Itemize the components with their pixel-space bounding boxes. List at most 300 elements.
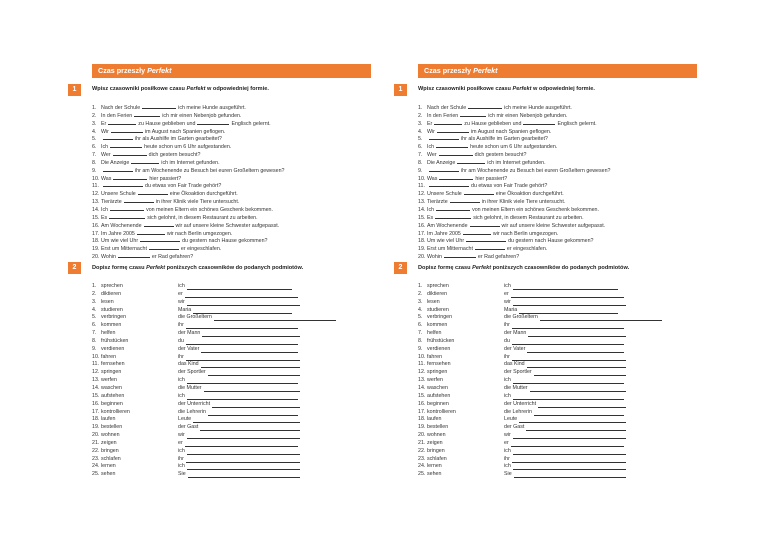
- subject: er: [178, 290, 183, 297]
- answer-blank[interactable]: [523, 119, 555, 125]
- answer-line[interactable]: [208, 415, 298, 416]
- exercise-number-badge: 2: [394, 262, 407, 274]
- subject: das Kind: [504, 361, 525, 368]
- answer-line[interactable]: [512, 360, 626, 361]
- instruction-text: w odpowiedniej formie.: [531, 86, 595, 92]
- verb-infinitive: diktieren: [427, 290, 448, 297]
- item-text: wir auf unsere kleine Schwester aufgepasst.: [501, 222, 606, 229]
- answer-blank[interactable]: [463, 229, 491, 235]
- item-number: 12.: [418, 369, 426, 376]
- exercise-instruction: [92, 265, 303, 271]
- item-number: 22.: [92, 447, 100, 454]
- subject: ihr: [504, 353, 510, 360]
- subject: du: [178, 337, 184, 344]
- subject: ich: [178, 283, 185, 289]
- item-text: zu Hause geblieben und: [138, 120, 196, 127]
- subject: das Kind: [178, 361, 199, 368]
- item-number: 18.: [92, 416, 100, 423]
- answer-line[interactable]: [185, 297, 298, 298]
- answer-line[interactable]: [186, 344, 298, 345]
- exercise-1-item: [418, 252, 610, 260]
- answer-line[interactable]: [534, 375, 626, 376]
- instruction-tense: Perfekt: [512, 86, 532, 92]
- item-text: dich gestern besucht?: [148, 152, 201, 159]
- item-number: 12.: [418, 191, 426, 198]
- exercise-1-item: [418, 236, 610, 244]
- item-number: 6.: [418, 322, 423, 329]
- answer-line[interactable]: [186, 360, 300, 361]
- item-text: Wohin: [427, 254, 442, 261]
- item-number: 4.: [418, 128, 423, 135]
- verb-infinitive: springen: [427, 369, 448, 376]
- verb-infinitive: fahren: [101, 353, 117, 360]
- answer-line[interactable]: [201, 352, 298, 353]
- item-text: Wir: [101, 128, 109, 135]
- worksheet-right: [398, 64, 697, 478]
- item-number: 15.: [418, 392, 426, 399]
- answer-line[interactable]: [202, 336, 300, 337]
- subject: ich: [504, 392, 511, 399]
- subject: ich: [504, 377, 511, 384]
- answer-line[interactable]: [514, 477, 626, 478]
- exercise-1-item: [92, 111, 284, 119]
- subject: ich: [178, 377, 185, 384]
- exercise-number-badge: 2: [68, 262, 81, 274]
- subject: der Vater: [178, 345, 200, 352]
- answer-line[interactable]: [204, 391, 300, 392]
- exercise-1-item: [92, 236, 284, 244]
- verb-infinitive: werfen: [101, 377, 117, 384]
- item-text: Was: [427, 175, 438, 182]
- exercise-1-item: [418, 174, 610, 182]
- item-text: du etwas von Fair Trade gehört?: [471, 183, 548, 190]
- subject: Maria: [178, 306, 192, 313]
- answer-line[interactable]: [534, 415, 624, 416]
- item-text: eine Ökoaktion durchgeführt.: [495, 191, 564, 198]
- verb-infinitive: helfen: [427, 330, 442, 337]
- answer-blank[interactable]: [436, 205, 470, 211]
- verb-infinitive: sprechen: [101, 283, 123, 289]
- verb-infinitive: zeigen: [101, 439, 117, 446]
- exercise-1-item: [418, 229, 610, 237]
- item-number: 17.: [92, 230, 100, 237]
- subject: Sie: [178, 471, 186, 478]
- answer-blank[interactable]: [134, 111, 160, 117]
- item-text: du gestern nach Hause gekommen?: [182, 238, 268, 245]
- answer-blank[interactable]: [108, 119, 136, 125]
- answer-blank[interactable]: [444, 252, 476, 258]
- answer-blank[interactable]: [464, 189, 494, 195]
- answer-blank[interactable]: [111, 127, 143, 133]
- answer-blank[interactable]: [439, 174, 473, 180]
- item-number: 2.: [418, 112, 423, 119]
- item-text: ich mir einen Nebenjob gefunden.: [162, 112, 242, 119]
- answer-line[interactable]: [512, 328, 624, 329]
- item-number: 14.: [418, 206, 426, 213]
- answer-line[interactable]: [512, 344, 624, 345]
- verb-infinitive: diktieren: [101, 290, 122, 297]
- answer-line[interactable]: [513, 305, 626, 306]
- item-text: ich meine Hunde ausgeführt.: [504, 105, 572, 111]
- item-text: Ich: [427, 206, 435, 213]
- item-number: 9.: [418, 345, 423, 352]
- verb-infinitive: fernsehen: [101, 361, 125, 368]
- answer-blank[interactable]: [468, 103, 502, 109]
- item-text: Er: [427, 120, 433, 127]
- verb-infinitive: schlafen: [427, 455, 447, 462]
- worksheet-left: [72, 64, 371, 478]
- item-number: 4.: [92, 128, 97, 135]
- answer-line[interactable]: [513, 399, 624, 400]
- verb-infinitive: studieren: [427, 306, 449, 313]
- answer-blank[interactable]: [142, 103, 176, 109]
- item-text: wir nach Berlin umgezogen.: [166, 230, 233, 237]
- subject: ich: [504, 447, 511, 454]
- answer-line[interactable]: [186, 462, 300, 463]
- answer-line[interactable]: [187, 399, 298, 400]
- verb-infinitive: lernen: [427, 463, 442, 470]
- verb-infinitive: kontrollieren: [427, 408, 456, 415]
- item-number: 19.: [92, 246, 100, 253]
- title-tense: Perfekt: [473, 66, 498, 75]
- answer-blank[interactable]: [475, 244, 505, 250]
- answer-line[interactable]: [540, 320, 662, 321]
- item-text: in ihrer Klinik viele Tiere untersucht.: [155, 199, 240, 206]
- exercise-1-item: [418, 213, 610, 221]
- subject: du: [504, 337, 510, 344]
- item-text: dich gestern besucht?: [474, 152, 527, 159]
- answer-line[interactable]: [214, 320, 336, 321]
- answer-line[interactable]: [512, 462, 626, 463]
- item-number: 11.: [92, 361, 99, 368]
- answer-blank[interactable]: [109, 213, 145, 219]
- answer-line[interactable]: [212, 407, 300, 408]
- item-number: 18.: [418, 416, 426, 423]
- item-text: eine Ökoaktion durchgeführt.: [169, 191, 238, 198]
- answer-line[interactable]: [193, 313, 292, 314]
- item-text: du etwas von Fair Trade gehört?: [145, 183, 222, 190]
- instruction-text: Wpisz czasowniki posiłkowe czasu: [92, 86, 187, 92]
- answer-line[interactable]: [513, 469, 626, 470]
- item-number: 3.: [418, 120, 423, 127]
- item-number: 7.: [418, 330, 423, 337]
- answer-line[interactable]: [185, 446, 298, 447]
- answer-blank[interactable]: [439, 150, 473, 156]
- item-number: 7.: [418, 152, 423, 159]
- item-text: Nach der Schule: [101, 105, 141, 111]
- verb-infinitive: kommen: [101, 322, 122, 329]
- answer-blank[interactable]: [434, 119, 462, 125]
- exercise-1-item: [92, 197, 284, 205]
- verb-infinitive: verbringen: [101, 314, 127, 321]
- item-text: Erst um Mitternacht: [427, 246, 473, 253]
- verb-infinitive: aufstehen: [427, 392, 451, 399]
- answer-line[interactable]: [186, 328, 298, 329]
- exercise-1-item: [418, 221, 610, 229]
- exercise-1-item: [418, 181, 610, 189]
- item-text: hier passiert?: [475, 175, 508, 182]
- answer-line[interactable]: [513, 383, 624, 384]
- item-number: 6.: [92, 144, 97, 151]
- item-number: 12.: [92, 191, 100, 198]
- item-text: sich gelohnt, in diesem Restaurant zu arbeiten.: [147, 214, 258, 221]
- exercise-1-item: [418, 111, 610, 119]
- verb-infinitive: lernen: [101, 463, 116, 470]
- verb-infinitive: verbringen: [427, 314, 453, 321]
- exercise-instruction: [92, 86, 269, 92]
- verb-infinitive: wohnen: [101, 432, 120, 439]
- verb-infinitive: fernsehen: [427, 361, 451, 368]
- item-number: 17.: [418, 230, 426, 237]
- exercise-1-item: [92, 181, 284, 189]
- item-text: ich im Internet gefunden.: [161, 159, 220, 166]
- subject: Leute: [504, 416, 518, 423]
- exercise-1-item: [418, 134, 610, 142]
- verb-infinitive: bringen: [101, 447, 119, 454]
- exercise-1-item: [418, 166, 610, 174]
- item-text: Ich: [101, 206, 109, 213]
- answer-line[interactable]: [527, 352, 624, 353]
- answer-blank[interactable]: [131, 158, 159, 164]
- exercise-1-list: [418, 103, 610, 260]
- verb-infinitive: lesen: [101, 298, 114, 305]
- instruction-text: Dopisz formę czasu: [92, 265, 147, 271]
- item-number: 18.: [92, 238, 100, 245]
- subject: ihr: [178, 353, 184, 360]
- answer-line[interactable]: [526, 430, 626, 431]
- exercise-1-item: [92, 127, 284, 135]
- answer-line[interactable]: [208, 375, 300, 376]
- answer-line[interactable]: [511, 297, 624, 298]
- item-text: Ich: [427, 144, 435, 151]
- item-text: zu Hause geblieben und: [464, 120, 522, 127]
- exercise-1-item: [418, 205, 610, 213]
- answer-blank[interactable]: [113, 174, 147, 180]
- answer-line[interactable]: [187, 289, 292, 290]
- answer-blank[interactable]: [429, 181, 469, 187]
- item-text: im August nach Spanien geflogen.: [470, 128, 552, 135]
- item-number: 21.: [418, 439, 426, 446]
- item-number: 3.: [92, 120, 97, 127]
- exercise-1-item: [418, 127, 610, 135]
- answer-blank[interactable]: [457, 158, 485, 164]
- item-number: 22.: [418, 447, 426, 454]
- item-number: 13.: [92, 377, 100, 384]
- item-number: 3.: [92, 298, 97, 305]
- subject: ich: [178, 392, 185, 399]
- item-number: 24.: [92, 463, 100, 470]
- item-text: im August nach Spanien geflogen.: [144, 128, 226, 135]
- item-text: Wir: [427, 128, 435, 135]
- subject: der Sportler: [178, 369, 206, 376]
- verb-infinitive: helfen: [101, 330, 116, 337]
- answer-line[interactable]: [193, 422, 300, 423]
- answer-blank[interactable]: [140, 236, 180, 242]
- answer-line[interactable]: [188, 477, 300, 478]
- verb-infinitive: frühstücken: [101, 337, 129, 344]
- item-number: 6.: [418, 144, 423, 151]
- verb-infinitive: wohnen: [427, 432, 446, 439]
- subject: Leute: [178, 416, 192, 423]
- answer-blank[interactable]: [138, 189, 168, 195]
- exercise-1-item: [92, 213, 284, 221]
- answer-line[interactable]: [201, 367, 300, 368]
- answer-line[interactable]: [519, 422, 626, 423]
- subject: der Mann: [504, 330, 527, 337]
- item-text: Die Anzeige: [101, 159, 130, 166]
- answer-blank[interactable]: [470, 221, 500, 227]
- item-number: 23.: [418, 455, 426, 462]
- answer-blank[interactable]: [149, 244, 179, 250]
- answer-line[interactable]: [511, 446, 624, 447]
- answer-line[interactable]: [527, 367, 626, 368]
- instruction-text: Dopisz formę czasu: [418, 265, 473, 271]
- answer-blank[interactable]: [436, 142, 468, 148]
- subject: der Mann: [178, 330, 201, 337]
- answer-line[interactable]: [513, 454, 626, 455]
- item-text: Im Jahre 2005: [101, 230, 135, 237]
- subject: Sie: [504, 471, 512, 478]
- item-number: 23.: [92, 455, 100, 462]
- item-number: 14.: [92, 206, 100, 213]
- item-number: 20.: [92, 432, 100, 439]
- item-number: 10.: [418, 353, 426, 360]
- item-number: 1.: [92, 105, 97, 111]
- exercise-1-item: [92, 189, 284, 197]
- answer-blank[interactable]: [435, 213, 471, 219]
- answer-blank[interactable]: [437, 127, 469, 133]
- item-text: Englisch gelernt.: [231, 120, 271, 127]
- subject: wir: [178, 298, 185, 305]
- item-number: 17.: [92, 408, 100, 415]
- answer-blank[interactable]: [460, 111, 486, 117]
- item-number: 6.: [92, 322, 97, 329]
- exercise-1-item: [92, 158, 284, 166]
- answer-blank[interactable]: [429, 166, 459, 172]
- exercise-1-item: [418, 150, 610, 158]
- item-text: Erst um Mitternacht: [101, 246, 147, 253]
- item-number: 8.: [418, 337, 423, 344]
- section-title: [418, 64, 697, 78]
- item-number: 1.: [92, 283, 97, 289]
- item-number: 8.: [418, 159, 423, 166]
- instruction-text: w odpowiedniej formie.: [205, 86, 269, 92]
- item-number: 10.: [418, 175, 426, 182]
- exercise-1-item: [418, 158, 610, 166]
- verb-infinitive: bringen: [427, 447, 445, 454]
- answer-line[interactable]: [513, 438, 626, 439]
- subject: der Gast: [504, 424, 525, 431]
- item-number: 25.: [418, 471, 426, 478]
- answer-line[interactable]: [187, 469, 300, 470]
- item-text: Wohin: [101, 254, 116, 261]
- item-number: 18.: [418, 238, 426, 245]
- subject: der Vater: [504, 345, 526, 352]
- exercise-instruction: [418, 86, 595, 92]
- title-tense: Perfekt: [147, 66, 172, 75]
- answer-line[interactable]: [187, 438, 300, 439]
- answer-blank[interactable]: [103, 181, 143, 187]
- item-text: wir auf unsere kleine Schwester aufgepasst.: [175, 222, 280, 229]
- verb-infinitive: waschen: [101, 384, 122, 391]
- subject: der Gast: [178, 424, 199, 431]
- item-number: 11.: [418, 361, 425, 368]
- item-number: 2.: [92, 112, 97, 119]
- section-title: [92, 64, 371, 78]
- answer-line[interactable]: [519, 313, 618, 314]
- item-text: ihr als Aushilfe im Garten gearbeitet?: [461, 136, 548, 143]
- instruction-tense: Perfekt: [186, 86, 206, 92]
- answer-blank[interactable]: [103, 166, 133, 172]
- item-number: 20.: [418, 254, 426, 261]
- item-text: in ihrer Klinik viele Tiere untersucht.: [481, 199, 566, 206]
- subject: der Unterricht: [504, 400, 537, 407]
- exercise-1-item: [418, 119, 610, 127]
- answer-line[interactable]: [200, 430, 300, 431]
- item-number: 9.: [92, 345, 97, 352]
- answer-blank[interactable]: [110, 205, 144, 211]
- item-text: Die Anzeige: [427, 159, 456, 166]
- item-number: 19.: [418, 424, 426, 431]
- answer-blank[interactable]: [137, 229, 165, 235]
- answer-blank[interactable]: [197, 119, 229, 125]
- verb-infinitive: laufen: [101, 416, 116, 423]
- answer-line[interactable]: [187, 383, 298, 384]
- exercise-1-item: [92, 166, 284, 174]
- item-number: 2.: [92, 290, 97, 297]
- answer-blank[interactable]: [144, 221, 174, 227]
- exercise-number-badge: 1: [68, 84, 81, 96]
- item-text: sich gelohnt, in diesem Restaurant zu arbeiten.: [473, 214, 584, 221]
- answer-blank[interactable]: [466, 236, 506, 242]
- item-number: 1.: [418, 283, 423, 289]
- subject: die Großeltern: [178, 314, 212, 321]
- item-text: Nach der Schule: [427, 105, 467, 111]
- item-text: Unsere Schule: [427, 191, 462, 198]
- answer-line[interactable]: [187, 454, 300, 455]
- answer-line[interactable]: [530, 391, 626, 392]
- answer-blank[interactable]: [118, 252, 150, 258]
- answer-blank[interactable]: [450, 197, 480, 203]
- verb-infinitive: beginnen: [427, 400, 449, 407]
- item-number: 20.: [418, 432, 426, 439]
- answer-line[interactable]: [538, 407, 626, 408]
- answer-blank[interactable]: [103, 134, 133, 140]
- verb-infinitive: bestellen: [101, 424, 123, 431]
- item-text: Unsere Schule: [101, 191, 136, 198]
- answer-blank[interactable]: [110, 142, 142, 148]
- exercise-1-item: [92, 174, 284, 182]
- answer-line[interactable]: [187, 305, 300, 306]
- answer-blank[interactable]: [124, 197, 154, 203]
- item-text: ihr am Wochenende zu Besuch bei euren Großeltern gewesen?: [461, 167, 611, 174]
- item-number: 15.: [92, 392, 100, 399]
- item-text: Ich: [101, 144, 109, 151]
- answer-blank[interactable]: [429, 134, 459, 140]
- verb-infinitive: frühstücken: [427, 337, 455, 344]
- item-text: ihr als Aushilfe im Garten gearbeitet?: [135, 136, 222, 143]
- exercise-1-item: [92, 142, 284, 150]
- answer-blank[interactable]: [113, 150, 147, 156]
- answer-line[interactable]: [513, 289, 618, 290]
- verb-infinitive: waschen: [427, 384, 448, 391]
- verb-infinitive: werfen: [427, 377, 443, 384]
- item-number: 14.: [418, 384, 426, 391]
- exercise-1-item: [418, 189, 610, 197]
- subject: wir: [504, 298, 511, 305]
- item-text: Englisch gelernt.: [557, 120, 597, 127]
- answer-line[interactable]: [528, 336, 626, 337]
